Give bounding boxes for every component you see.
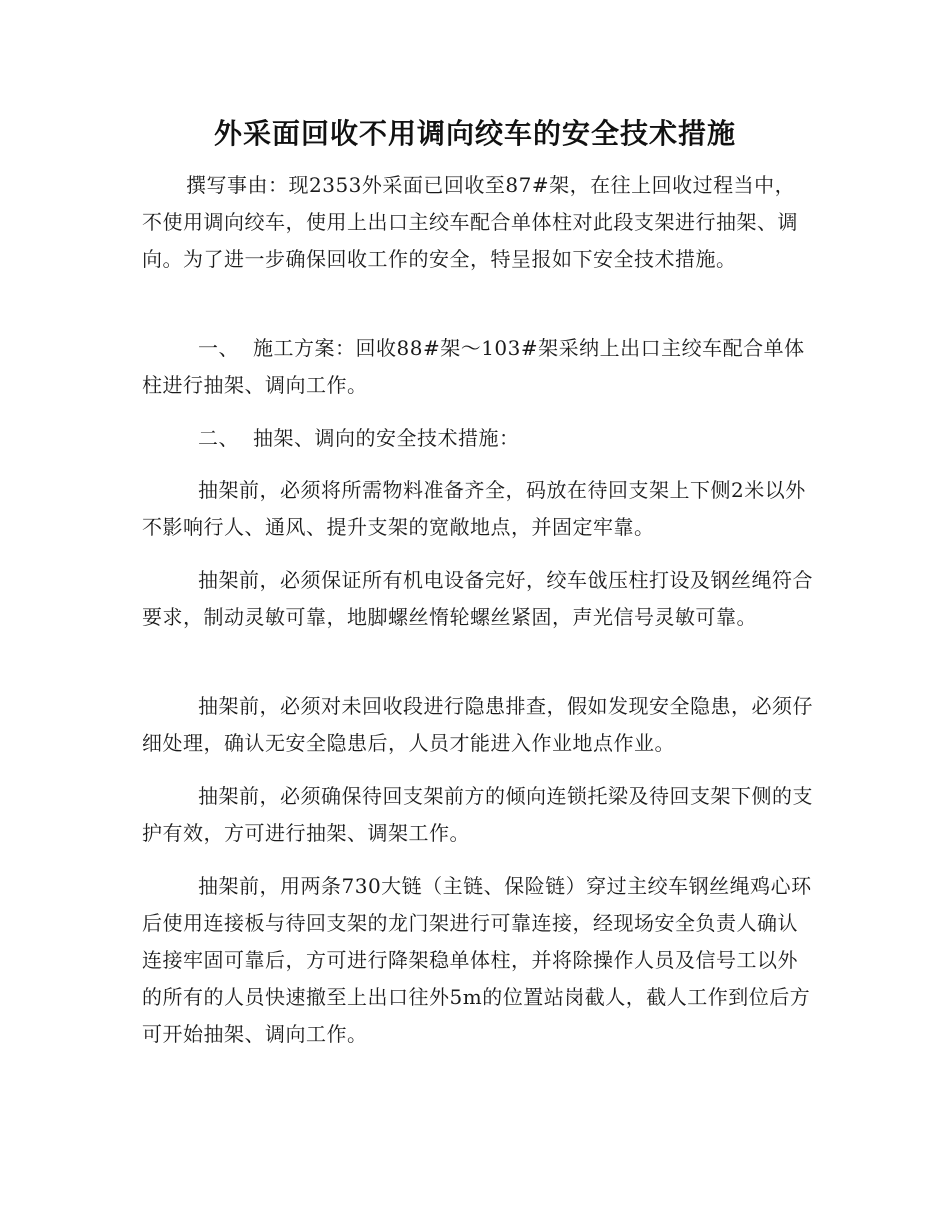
measure-item: 抽架前，用两条730大链（主链、保险链）穿过主绞车钢丝绳鸡心环后使用连接板与待回支架的龙门架进行可靠连接，经现场安全负责人确认连接牢固可靠后，方可进行降架稳单体柱，并将除操作人员及信号工以外的所有的人员快速撤至上出口往外5m的位置站岗截人，截人工作到位后方可开始抽架、调向工作。 <box>142 874 812 1046</box>
section-2-text: 抽架、调向的安全技术措施： <box>253 426 520 450</box>
document-title: 外采面回收不用调向绞车的安全技术措施 <box>213 117 736 150</box>
measure-item: 抽架前，必须保证所有机电设备完好，绞车戗压柱打设及钢丝绳符合要求，制动灵敏可靠，地脚螺丝惰轮螺丝紧固，声光信号灵敏可靠。 <box>142 568 813 629</box>
section-1-text: 施工方案：回收88#架～103#架采纳上出口主绞车配合单体柱进行抽架、调向工作。 <box>142 336 805 397</box>
section-1-paragraph <box>142 330 814 404</box>
measure-item: 抽架前，必须对未回收段进行隐患排查，假如发现安全隐患，必须仔细处理，确认无安全隐患后，人员才能进入作业地点作业。 <box>142 694 813 755</box>
writing-reason-paragraph: 撰写事由：现2353外采面已回收至87#架，在往上回收过程当中，不使用调向绞车，使用上出口主绞车配合单体柱对此段支架进行抽架、调向。为了进一步确保回收工作的安全，特呈报如下安全技术措施。 <box>142 173 798 271</box>
section-1-number: 一、 <box>198 336 239 360</box>
section-2-heading <box>142 420 814 457</box>
measure-item: 抽架前，必须将所需物料准备齐全，码放在待回支架上下侧2米以外不影响行人、通风、提升支架的宽敞地点，并固定牢靠。 <box>142 478 806 539</box>
section-2-number: 二、 <box>198 426 239 450</box>
measure-item: 抽架前，必须确保待回支架前方的倾向连锁托梁及待回支架下侧的支护有效，方可进行抽架、调架工作。 <box>142 784 813 845</box>
